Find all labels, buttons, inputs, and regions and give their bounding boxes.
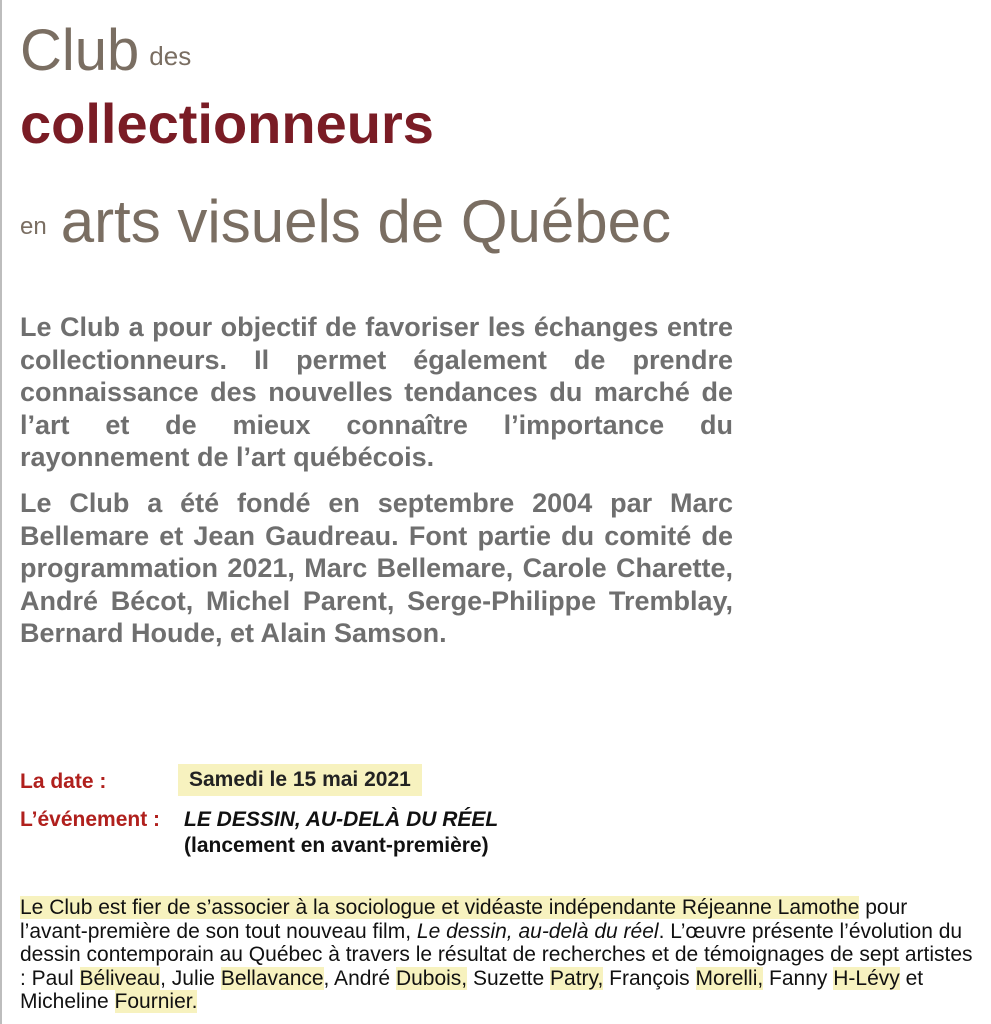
title-des-word: des bbox=[149, 40, 192, 71]
artist-name: Morelli, bbox=[695, 966, 764, 990]
artist-name: Fournier. bbox=[114, 990, 198, 1013]
title-line-club bbox=[20, 18, 192, 83]
title-collectionneurs: collectionneurs bbox=[20, 92, 434, 155]
artist-name: H-Lévy bbox=[833, 966, 900, 990]
title-club-word: Club bbox=[20, 18, 140, 83]
artist-name: Dubois, bbox=[395, 966, 468, 990]
description-highlight-sentence: Le Club est fier de s’associer à la sociologue et vidéaste indépendante Réjeanne Lamothe bbox=[20, 896, 860, 919]
artist-name: Béliveau bbox=[79, 966, 161, 990]
intro-paragraph-objective: Le Club a pour objectif de favoriser les échanges entre collectionneurs. Il permet également de prendre connaissance des nouvelles tendances du marché de l’art et de mieux connaître l’importance du rayonnement de l’art québécois. bbox=[20, 312, 733, 472]
event-title: LE DESSIN, AU-DELÀ DU RÉEL bbox=[184, 808, 499, 831]
date-label: La date : bbox=[20, 770, 107, 793]
artist-name: Bellavance bbox=[220, 966, 324, 990]
event-description: Le Club est fier de s’associer à la sociologue et vidéaste indépendante Réjeanne Lamothe pour l’avant-première de son tout nouveau film, Le dessin, au-delà du réel. L’œuvre présente l’évolution du dessin contemporain au Québec à travers le résultat de recherches et de témoignages de sept artistes : Paul Béliveau, Julie Bellavance, André Dubois, Suzette Patry, François Morelli, Fanny H-Lévy et Micheline Fournier. bbox=[20, 896, 973, 1013]
film-title: Le dessin, au-delà du réel bbox=[416, 919, 659, 943]
title-line-arts-visuels bbox=[20, 188, 672, 255]
date-value: Samedi le 15 mai 2021 bbox=[178, 764, 422, 796]
title-en-word: en bbox=[20, 212, 47, 240]
artist-name: Patry, bbox=[550, 966, 604, 990]
event-subtitle: (lancement en avant-première) bbox=[184, 834, 489, 857]
title-arts-visuels-words: arts visuels de Québec bbox=[60, 188, 672, 255]
event-label: L’événement : bbox=[20, 808, 161, 831]
intro-paragraph-founding: Le Club a été fondé en septembre 2004 par Marc Bellemare et Jean Gaudreau. Font partie du comité de programmation 2021, Marc Bellemare, Carole Charette, André Bécot, Michel Parent, Serge-Philippe Tremblay, Bernard Houde, et Alain Samson. bbox=[20, 488, 733, 648]
